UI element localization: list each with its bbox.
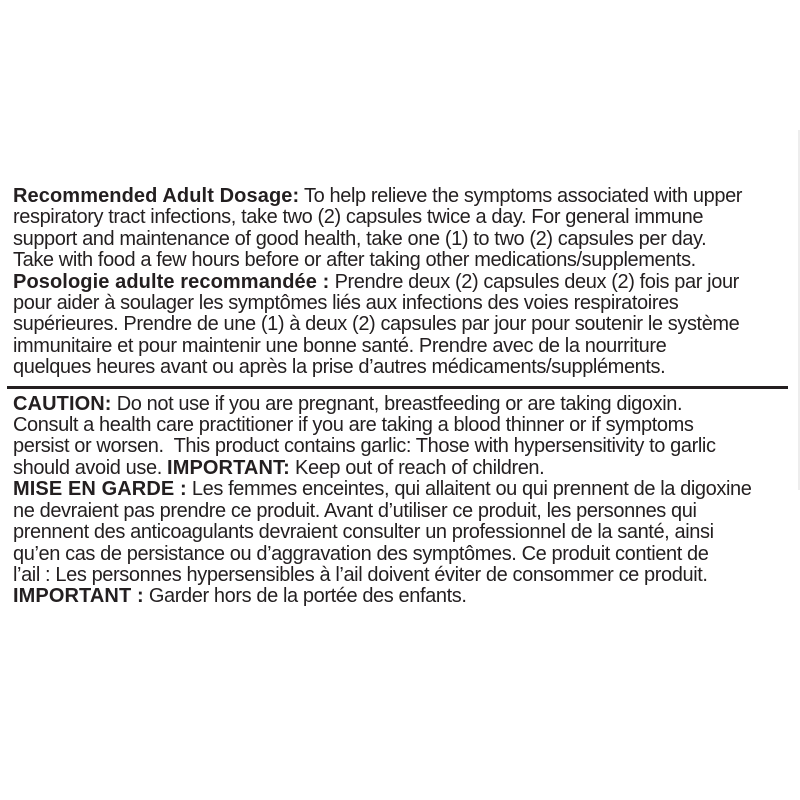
product-label-panel (13, 186, 800, 608)
caution-paragraph-2 (13, 479, 800, 586)
dosage-paragraph-1 (13, 186, 800, 272)
lead-in-bold-text: Recommended Adult Dosage: (13, 185, 300, 207)
lead-in-bold-text: CAUTION: (13, 392, 112, 415)
body-text: supérieures. Prendre de une (1) à deux (2) capsules par jour pour soutenir le système (13, 313, 740, 336)
body-text: To help relieve the symptoms associated with upper (299, 185, 743, 207)
body-text: support and maintenance of good health, take one (1) to two (2) capsules per day. (13, 227, 707, 250)
body-text: Prendre deux (2) capsules deux (2) fois par jour (329, 270, 739, 293)
section-divider (7, 386, 788, 389)
body-text: l’ail : Les personnes hypersensibles à l’ail doivent éviter de consommer ce produit. (13, 563, 708, 586)
text-line (13, 415, 800, 436)
body-text: quelques heures avant ou après la prise d’autres médicaments/suppléments. (13, 356, 666, 379)
dosage-paragraph-2 (13, 272, 800, 379)
lead-in-bold-text: IMPORTANT : (13, 585, 144, 608)
text-line (13, 357, 800, 378)
body-text: Garder hors de la portée des enfants. (143, 585, 467, 608)
body-text: Take with food a few hours before or after taking other medications/supplements. (13, 249, 696, 272)
lead-in-bold-text: IMPORTANT: (167, 456, 290, 479)
text-line (13, 565, 800, 586)
caution-paragraph-1 (13, 394, 800, 480)
lead-in-bold-text: Posologie adulte recommandée : (13, 270, 330, 293)
text-line (13, 394, 800, 415)
body-text: pour aider à soulager les symptômes liés aux infections des voies respiratoires (13, 292, 679, 315)
text-line (13, 186, 800, 207)
body-text: prennent des anticoagulants devraient consulter un professionnel de la santé, ainsi (13, 521, 714, 544)
caution-paragraph-3 (13, 586, 800, 607)
lead-in-bold-text: MISE EN GARDE : (13, 478, 187, 501)
text-line (13, 458, 800, 479)
body-text: respiratory tract infections, take two (2) capsules twice a day. For general immune (13, 206, 704, 229)
text-line (13, 586, 800, 607)
text-line (13, 336, 800, 357)
dosage-section (13, 186, 800, 379)
text-line (13, 250, 800, 271)
caution-section (13, 394, 800, 608)
body-text: Keep out of reach of children. (289, 456, 545, 479)
text-line (13, 229, 800, 250)
text-line (13, 207, 800, 228)
text-line (13, 293, 800, 314)
body-text: immunitaire et pour maintenir une bonne santé. Prendre avec de la nourriture (13, 334, 667, 357)
text-line (13, 544, 800, 565)
text-line (13, 436, 800, 457)
text-line (13, 522, 800, 543)
body-text: should avoid use. (13, 456, 168, 479)
text-line (13, 479, 800, 500)
text-line (13, 501, 800, 522)
body-text: Les femmes enceintes, qui allaitent ou qui prennent de la digoxine (186, 478, 752, 501)
body-text: persist or worsen. This product contains garlic: Those with hypersensitivity to garlic (13, 435, 716, 458)
text-line (13, 314, 800, 335)
body-text: qu’en cas de persistance ou d’aggravation des symptômes. Ce produit contient de (13, 542, 709, 565)
body-text: Do not use if you are pregnant, breastfeeding or are taking digoxin. (111, 392, 683, 415)
body-text: ne devraient pas prendre ce produit. Avant d’utiliser ce produit, les personnes qui (13, 499, 697, 522)
body-text: Consult a health care practitioner if you are taking a blood thinner or if symptoms (13, 414, 694, 437)
text-line (13, 272, 800, 293)
